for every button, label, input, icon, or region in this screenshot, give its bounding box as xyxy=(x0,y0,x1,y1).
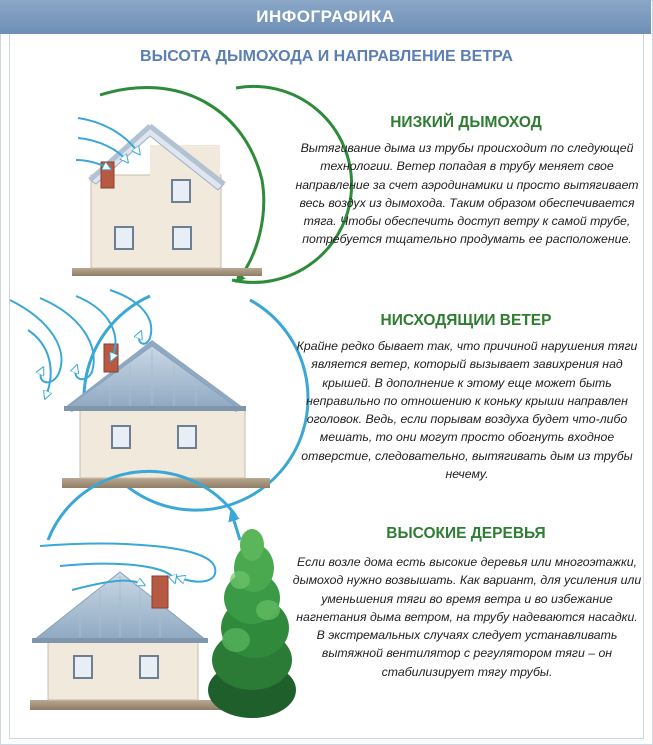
section-title-low-chimney: НИЗКИЙ ДЫМОХОД xyxy=(390,114,542,131)
page-subtitle: ВЫСОТА ДЫМОХОДА И НАПРАВЛЕНИЕ ВЕТРА xyxy=(140,48,513,65)
section-body-downward-wind: Крайне редко бывает так, что причиной нарушения тяги является ветер, который вызывает завихрения над крышей. В дополнение к этому еще может быть неправильно по отношению к коньку крыши направлен оголовок. Ведь, если порывам воздуха будет что-либо мешать, то они могут просто обогнуть входное отверстие, следовательно, вытягивать дым из трубы нечему. xyxy=(296,339,638,482)
section-body-low-chimney: Вытягивание дыма из трубы происходит по следующей технологии. Ветер попадая в трубу меняет свое направление за счет аэродинамики и просто вытягивает весь воздух из дымохода. Таким образом обеспечивается тяга. Чтобы обеспечить доступ ветру к самой трубе, потребуется тщательно продумать ее расположение. xyxy=(295,141,639,247)
banner-title: ИНФОГРАФИКА xyxy=(256,7,395,26)
house-tall-trees xyxy=(30,471,296,718)
tall-tree xyxy=(208,529,296,718)
section-title-downward-wind: НИСХОДЯЩИИ ВЕТЕР xyxy=(380,312,552,329)
section-title-tall-trees: ВЫСОКИЕ ДЕРЕВЬЯ xyxy=(386,525,546,542)
house-downward-wind xyxy=(10,290,308,510)
section-body-tall-trees: Если возле дома есть высокие деревья или многоэтажки, дымоход нужно возвышать. Как вариант, для усиления или уменьшения тяги во время ветра и во избежание нагнетания дыма ветром, на трубу надеваются насадки. В экстремальных случаях следует устанавливать вытяжной вентилятор с регулятором тяги – он стабилизирует тягу трубы. xyxy=(292,555,642,679)
